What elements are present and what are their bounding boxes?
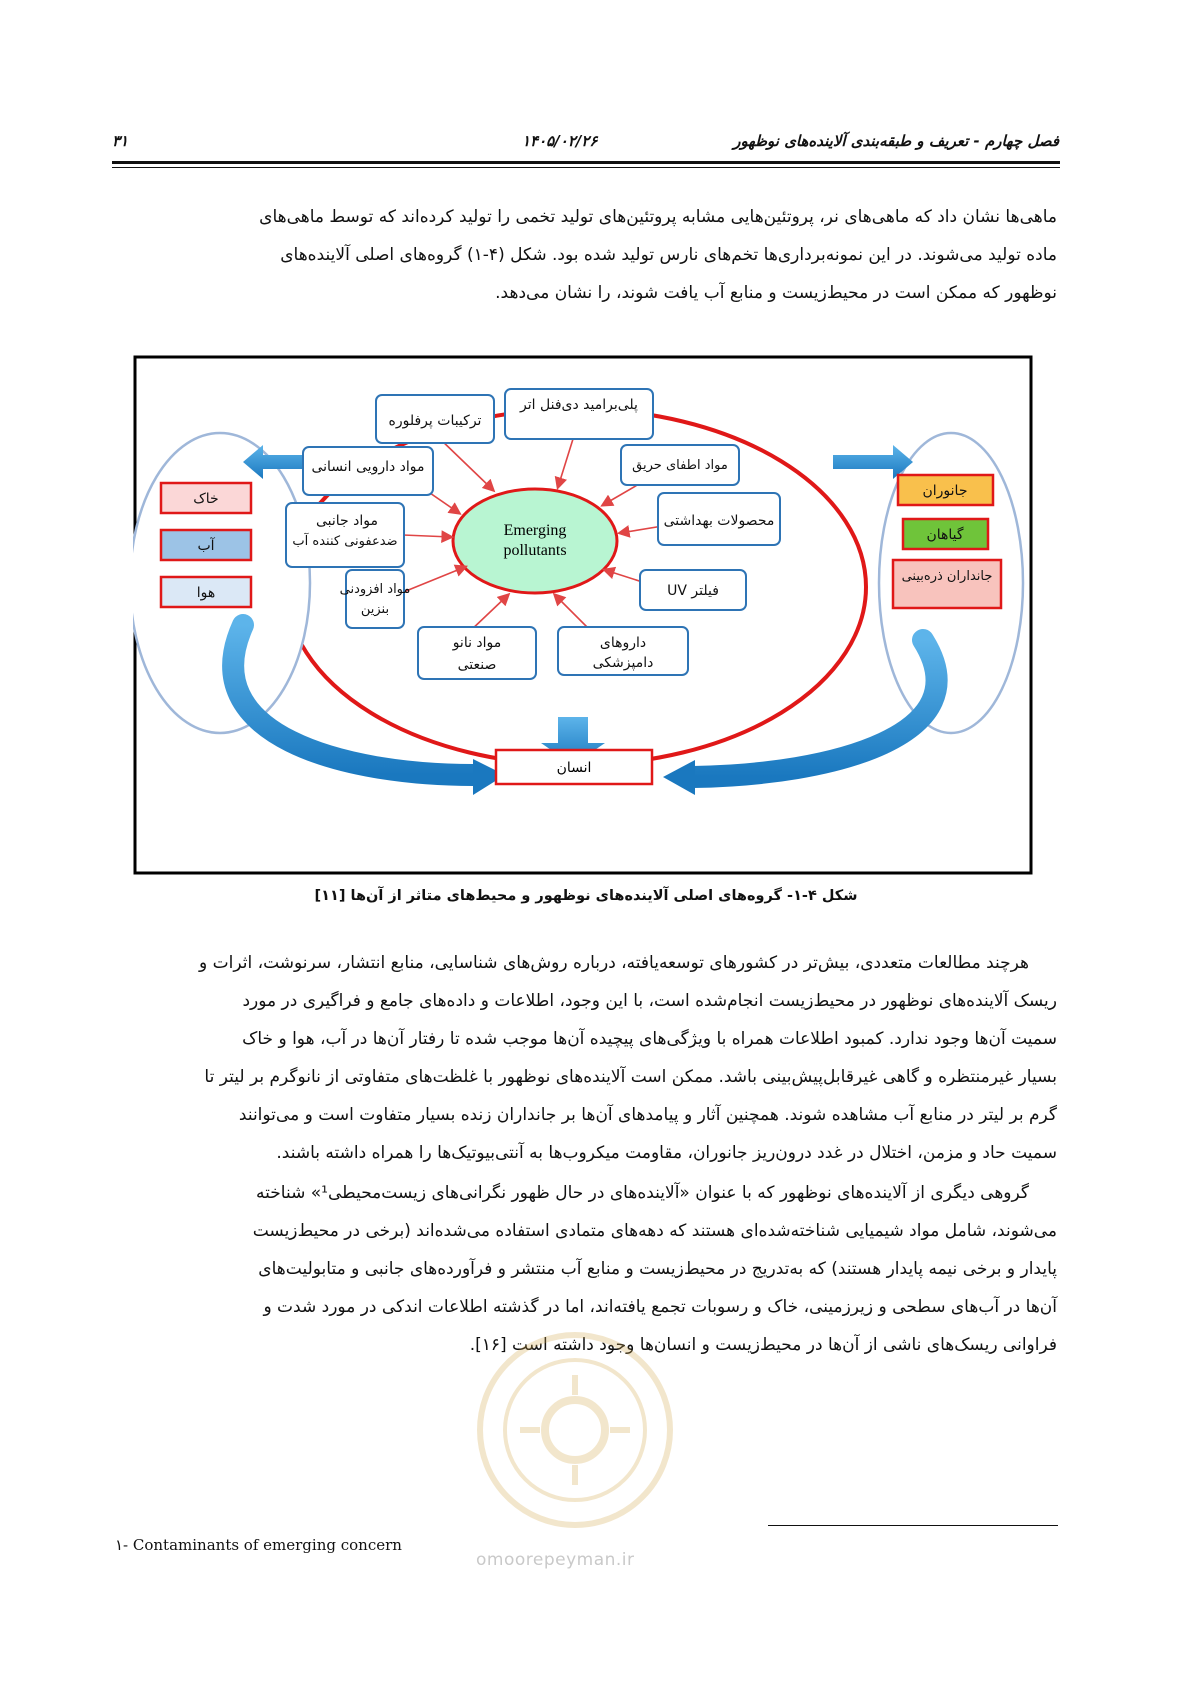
footnote-rule <box>768 1525 1058 1526</box>
text-line: نوظهور که ممکن است در محیط‌زیست و منابع آب یافت شوند، را نشان می‌دهد. <box>495 283 1057 303</box>
emerging-pollutants-center <box>453 489 617 593</box>
label-soil: خاک <box>193 491 219 507</box>
center-label-1: Emerging <box>503 522 567 539</box>
text-line: سمیت آن‌ها وجود ندارد. کمبود اطلاعات همراه با ویژگی‌های پیچیده آن‌ها موجب شده تا رفتار آن‌ها در آب، هوا و خاک <box>242 1029 1057 1049</box>
label-additive-2: بنزین <box>360 602 390 617</box>
chapter-title: فصل چهارم - تعریف و طبقه‌بندی آلاینده‌های نوظهور <box>733 132 1059 150</box>
label-vet-2: دامپزشکی <box>592 655 654 671</box>
text-line: گرم بر لیتر در منابع آب مشاهده شوند. همچنین آثار و پیامدهای آن‌ها بر جانداران زنده بسیار متفاوت است و می‌توانند <box>238 1105 1057 1125</box>
text-line: آن‌ها در آب‌های سطحی و زیرزمینی، خاک و رسوبات تجمع یافته‌اند، اما در گذشته اطلاعات اندکی در مورد شدت و <box>263 1297 1057 1317</box>
label-microbes: جانداران ذره‌بینی <box>901 569 993 584</box>
figure-caption: شکل ۴-۱- گروه‌های اصلی آلاینده‌های نوظهور و محیط‌های متاثر از آن‌ها [۱۱] <box>314 888 858 904</box>
label-disinfectant-2: ضدعفونی کننده آب <box>292 534 398 549</box>
emerging-pollutants-diagram <box>133 355 1033 875</box>
text-line: گروهی دیگری از آلاینده‌های نوظهور که با عنوان «آلاینده‌های در حال ظهور نگرانی‌های زیست‌محیطی¹» شناخته <box>256 1183 1029 1203</box>
seal-watermark-icon <box>470 1325 680 1535</box>
label-disinfectant-1: مواد جانبی <box>315 513 379 529</box>
label-plants: گیاهان <box>926 527 964 543</box>
text-line: می‌شوند، شامل مواد شیمیایی شناخته‌شده‌ای هستند که دهه‌های متمادی استفاده می‌شده‌اند (برخی در محیط‌زیست <box>252 1221 1057 1241</box>
label-perfluoro: ترکیبات پرفلوره <box>388 413 482 429</box>
label-human: انسان <box>556 760 592 776</box>
label-nano-1: مواد نانو <box>452 635 502 651</box>
center-label-2: pollutants <box>503 542 567 559</box>
label-water: آب <box>197 538 215 554</box>
site-watermark: omoorepeyman.ir <box>476 1550 635 1570</box>
label-nano-2: صنعتی <box>457 657 497 673</box>
text-line: سمیت حاد و مزمن، اختلال در غدد درون‌ریز جانوران، مقاومت میکروب‌ها به آنتی‌بیوتیک‌ها را همراه داشته باشند. <box>276 1143 1057 1163</box>
header-rule <box>112 161 1060 164</box>
text-line: هرچند مطالعات متعددی، بیش‌تر در کشورهای توسعه‌یافته، درباره روش‌های شناسایی، منابع انتشار، سرنوشت، اثرات و <box>199 953 1029 973</box>
label-hygiene: محصولات بهداشتی <box>663 513 775 529</box>
text-line: ریسک آلاینده‌های نوظهور در محیط‌زیست انجام‌شده است، با این وجود، اطلاعات و داده‌های جامع و فراگیری در مورد <box>242 991 1057 1011</box>
header-date: ۱۴۰۵/۰۲/۲۶ <box>522 132 598 150</box>
label-fire-retardant: مواد اطفای حریق <box>632 458 728 473</box>
header-rule-thin <box>112 167 1060 168</box>
label-uv-filter: فیلتر UV <box>667 583 719 599</box>
paragraph-1 <box>115 198 1057 312</box>
label-pbde: پلی‌برامید دی‌فنل اتر <box>520 397 638 413</box>
paragraph-2 <box>115 944 1057 1172</box>
label-human-drugs: مواد دارویی انسانی <box>311 459 425 475</box>
label-air: هوا <box>196 585 216 601</box>
text-line: پایدار و برخی نیمه پایدار هستند) که به‌تدریج در محیط‌زیست و منابع آب منتشر و فرآورده‌های جانبی و متابولیت‌های <box>258 1259 1057 1279</box>
label-additive-1: مواد افزودنی <box>339 582 411 597</box>
text-line: بسیار غیرمنتظره و گاهی غیرقابل‌پیش‌بینی باشد. ممکن است آلاینده‌های نوظهور با غلظت‌های متفاوتی از نانوگرم بر لیتر تا <box>204 1067 1057 1087</box>
text-line: ماده تولید می‌شوند. در این نمونه‌برداری‌ها تخم‌های نارس تولید شده بود. شکل (۴-۱) گروه‌های اصلی آلاینده‌های <box>280 245 1057 265</box>
text-line: فراوانی ریسک‌های ناشی از آن‌ها در محیط‌زیست و انسان‌ها وجود داشته است [۱۶]. <box>469 1335 1057 1355</box>
org-microbes-box <box>893 560 1001 608</box>
label-vet-1: داروهای <box>599 635 647 651</box>
text-line: ماهی‌ها نشان داد که ماهی‌های نر، پروتئین‌هایی مشابه پروتئین‌های تولید تخمی را تولید کرده‌اند که توسط ماهی‌های <box>259 207 1057 227</box>
footnote: ۱- Contaminants of emerging concern <box>115 1536 402 1554</box>
label-animals: جانوران <box>922 483 968 499</box>
page-number: ۳۱ <box>112 132 129 150</box>
